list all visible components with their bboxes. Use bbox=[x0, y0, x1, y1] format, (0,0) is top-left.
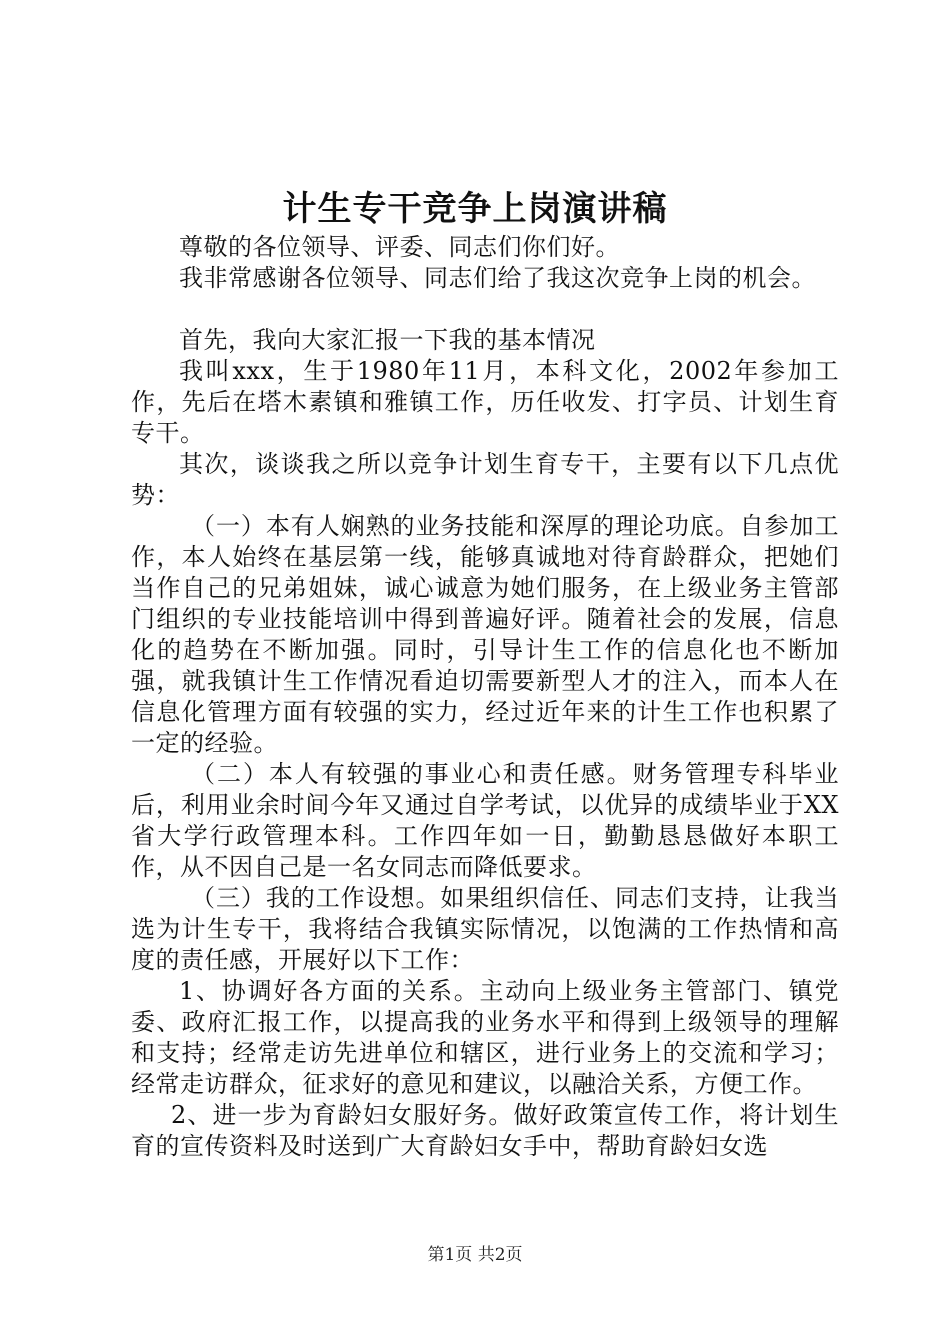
paragraph-spacer bbox=[131, 294, 839, 325]
page-number: 第1页 共2页 bbox=[427, 1245, 523, 1265]
paragraph-point-3: （三）我的工作设想。如果组织信任、同志们支持，让我当选为计生专干，我将结合我镇实际情况，以饱满的工作热情和高度的责任感，开展好以下工作： bbox=[131, 884, 839, 974]
paragraph-intro: 首先，我向大家汇报一下我的基本情况 bbox=[179, 326, 596, 354]
paragraph-greeting: 尊敬的各位领导、评委、同志们你们好。 bbox=[179, 233, 620, 261]
paragraph-task-2: 2、进一步为育龄妇女服好务。做好政策宣传工作，将计划生育的宣传资料及时送到广大育龄妇女手中，帮助育龄妇女选 bbox=[131, 1101, 839, 1160]
document-title: 计生专干竞争上岗演讲稿 bbox=[282, 189, 668, 229]
document-body bbox=[131, 232, 839, 1162]
paragraph-task-1: 1、协调好各方面的关系。主动向上级业务主管部门、镇党委、政府汇报工作，以提高我的业务水平和得到上级领导的理解和支持；经常走访先进单位和辖区，进行业务上的交流和学习；经常走访群众，征求好的意见和建议，以融洽关系，方便工作。 bbox=[131, 977, 839, 1098]
paragraph-advantages: 其次，谈谈我之所以竞争计划生育专干，主要有以下几点优势： bbox=[131, 450, 839, 509]
paragraph-point-1: （一）本有人娴熟的业务技能和深厚的理论功底。自参加工作，本人始终在基层第一线，能够真诚地对待育龄群众，把她们当作自己的兄弟姐妹，诚心诚意为她们服务，在上级业务主管部门组织的专业技能培训中得到普遍好评。随着社会的发展，信息化的趋势在不断加强。同时，引导计生工作的信息化也不断加强，就我镇计生工作情况看迫切需要新型人才的注入，而本人在信息化管理方面有较强的实力，经过近年来的计生工作也积累了一定的经验。 bbox=[131, 512, 839, 757]
paragraph-basic-info: 我叫xxx，生于1980年11月，本科文化，2002年参加工作，先后在塔木素镇和雅镇工作，历任收发、打字员、计划生育专干。 bbox=[131, 357, 839, 447]
paragraph-thanks: 我非常感谢各位领导、同志们给了我这次竞争上岗的机会。 bbox=[179, 264, 816, 292]
paragraph-point-2: （二）本人有较强的事业心和责任感。财务管理专科毕业后，利用业余时间今年又通过自学考试，以优异的成绩毕业于XX省大学行政管理本科。工作四年如一日，勤勤恳恳做好本职工作，从不因自己是一名女同志而降低要求。 bbox=[131, 760, 839, 881]
